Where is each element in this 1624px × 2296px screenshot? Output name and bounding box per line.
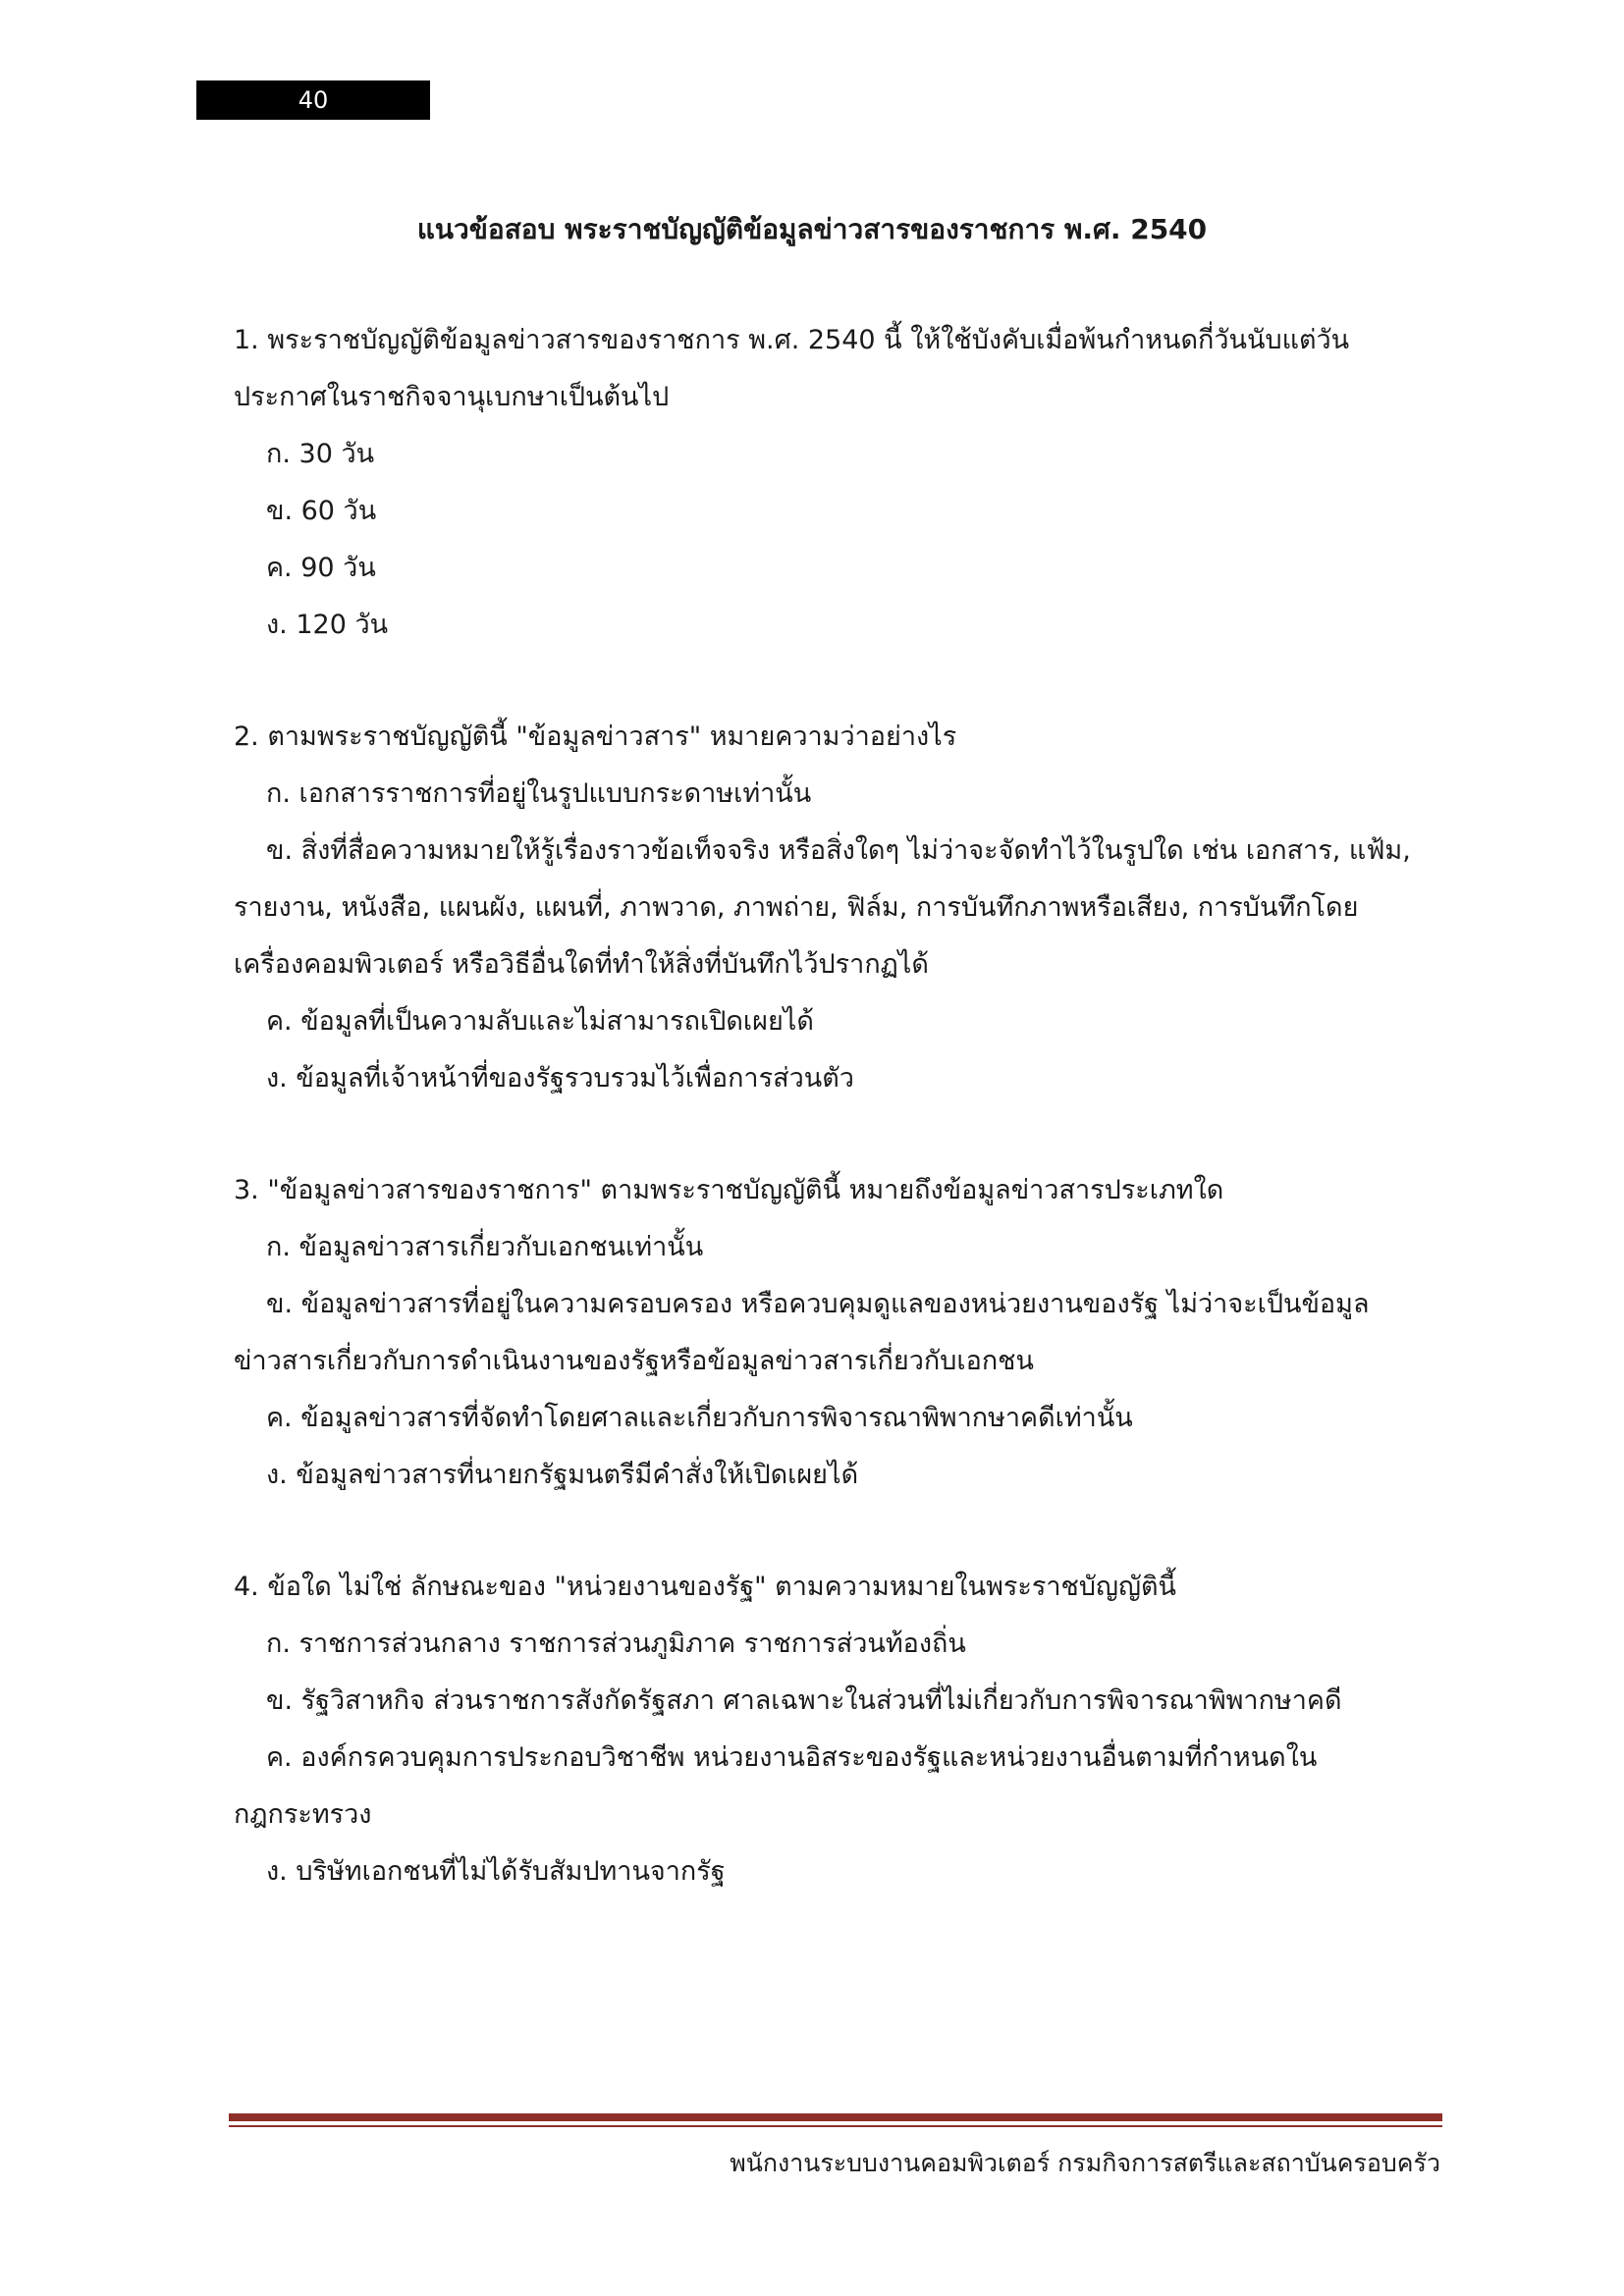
question-stem-line: 2. ตามพระราชบัญญัตินี้ "ข้อมูลข่าวสาร" หมายความว่าอย่างไร (234, 721, 957, 752)
answer-option-continuation: ข่าวสารเกี่ยวกับการดำเนินงานของรัฐหรือข้อมูลข่าวสารเกี่ยวกับเอกชน (234, 1346, 1034, 1376)
answer-option-continuation: เครื่องคอมพิวเตอร์ หรือวิธีอื่นใดที่ทำให้สิ่งที่บันทึกไว้ปรากฏได้ (234, 949, 929, 980)
question-stem-line: 3. "ข้อมูลข่าวสารของราชการ" ตามพระราชบัญญัตินี้ หมายถึงข้อมูลข่าวสารประเภทใด (234, 1175, 1224, 1205)
question-4 (234, 1559, 1392, 1900)
question-stem-line: ประกาศในราชกิจจานุเบกษาเป็นต้นไป (234, 382, 670, 412)
answer-option: ง. 120 วัน (266, 610, 389, 640)
answer-option: ค. 90 วัน (266, 553, 376, 583)
question-list (234, 312, 1411, 1955)
answer-option: ค. ข้อมูลข่าวสารที่จัดทำโดยศาลและเกี่ยวกับการพิจารณาพิพากษาคดีเท่านั้น (266, 1403, 1133, 1433)
question-3 (234, 1162, 1392, 1504)
question-1 (234, 312, 1392, 654)
answer-option: ง. ข้อมูลที่เจ้าหน้าที่ของรัฐรวบรวมไว้เพื่อการส่วนตัว (266, 1063, 854, 1094)
answer-option: ข. รัฐวิสาหกิจ ส่วนราชการสังกัดรัฐสภา ศาลเฉพาะในส่วนที่ไม่เกี่ยวกับการพิจารณาพิพากษาคดี (266, 1685, 1342, 1716)
page-number: 40 (298, 86, 329, 114)
footer-text: พนักงานระบบงานคอมพิวเตอร์ กรมกิจการสตรีและสถาบันครอบครัว (730, 2149, 1440, 2177)
answer-option: ก. ราชการส่วนกลาง ราชการส่วนภูมิภาค ราชการส่วนท้องถิ่น (266, 1629, 966, 1659)
footer-rule-thin (229, 2125, 1442, 2127)
footer-rule-thick (229, 2113, 1442, 2121)
answer-option: ข. สิ่งที่สื่อความหมายให้รู้เรื่องราวข้อเท็จจริง หรือสิ่งใดๆ ไม่ว่าจะจัดทำไว้ในรูปใด เช่น เอกสาร, แฟ้ม, (266, 835, 1411, 866)
answer-option-continuation: กฎกระทรวง (234, 1799, 372, 1830)
answer-option: ก. ข้อมูลข่าวสารเกี่ยวกับเอกชนเท่านั้น (266, 1232, 704, 1262)
document-title: แนวข้อสอบ พระราชบัญญัติข้อมูลข่าวสารของราชการ พ.ศ. 2540 (416, 213, 1208, 245)
page-number-box (196, 80, 430, 120)
answer-option-continuation: รายงาน, หนังสือ, แผนผัง, แผนที่, ภาพวาด, ภาพถ่าย, ฟิล์ม, การบันทึกภาพหรือเสียง, การบันทึกโดย (234, 892, 1359, 923)
answer-option: ง. ข้อมูลข่าวสารที่นายกรัฐมนตรีมีคำสั่งให้เปิดเผยได้ (266, 1460, 859, 1490)
answer-option: ข. 60 วัน (266, 496, 377, 526)
question-2 (234, 709, 1411, 1107)
answer-option: ก. เอกสารราชการที่อยู่ในรูปแบบกระดาษเท่านั้น (266, 778, 812, 809)
answer-option: ค. องค์กรควบคุมการประกอบวิชาชีพ หน่วยงานอิสระของรัฐและหน่วยงานอื่นตามที่กำหนดใน (266, 1742, 1318, 1773)
question-stem-line: 1. พระราชบัญญัติข้อมูลข่าวสารของราชการ พ.ศ. 2540 นี้ ให้ใช้บังคับเมื่อพ้นกำหนดกี่วันนับแต่วัน (234, 325, 1350, 355)
answer-option: ก. 30 วัน (266, 439, 375, 469)
answer-option: ค. ข้อมูลที่เป็นความลับและไม่สามารถเปิดเผยได้ (266, 1006, 814, 1037)
answer-option: ข. ข้อมูลข่าวสารที่อยู่ในความครอบครอง หรือควบคุมดูแลของหน่วยงานของรัฐ ไม่ว่าจะเป็นข้อมูล (266, 1289, 1370, 1319)
question-stem-line: 4. ข้อใด ไม่ใช่ ลักษณะของ "หน่วยงานของรัฐ" ตามความหมายในพระราชบัญญัตินี้ (234, 1572, 1177, 1602)
answer-option: ง. บริษัทเอกชนที่ไม่ได้รับสัมปทานจากรัฐ (266, 1856, 726, 1887)
